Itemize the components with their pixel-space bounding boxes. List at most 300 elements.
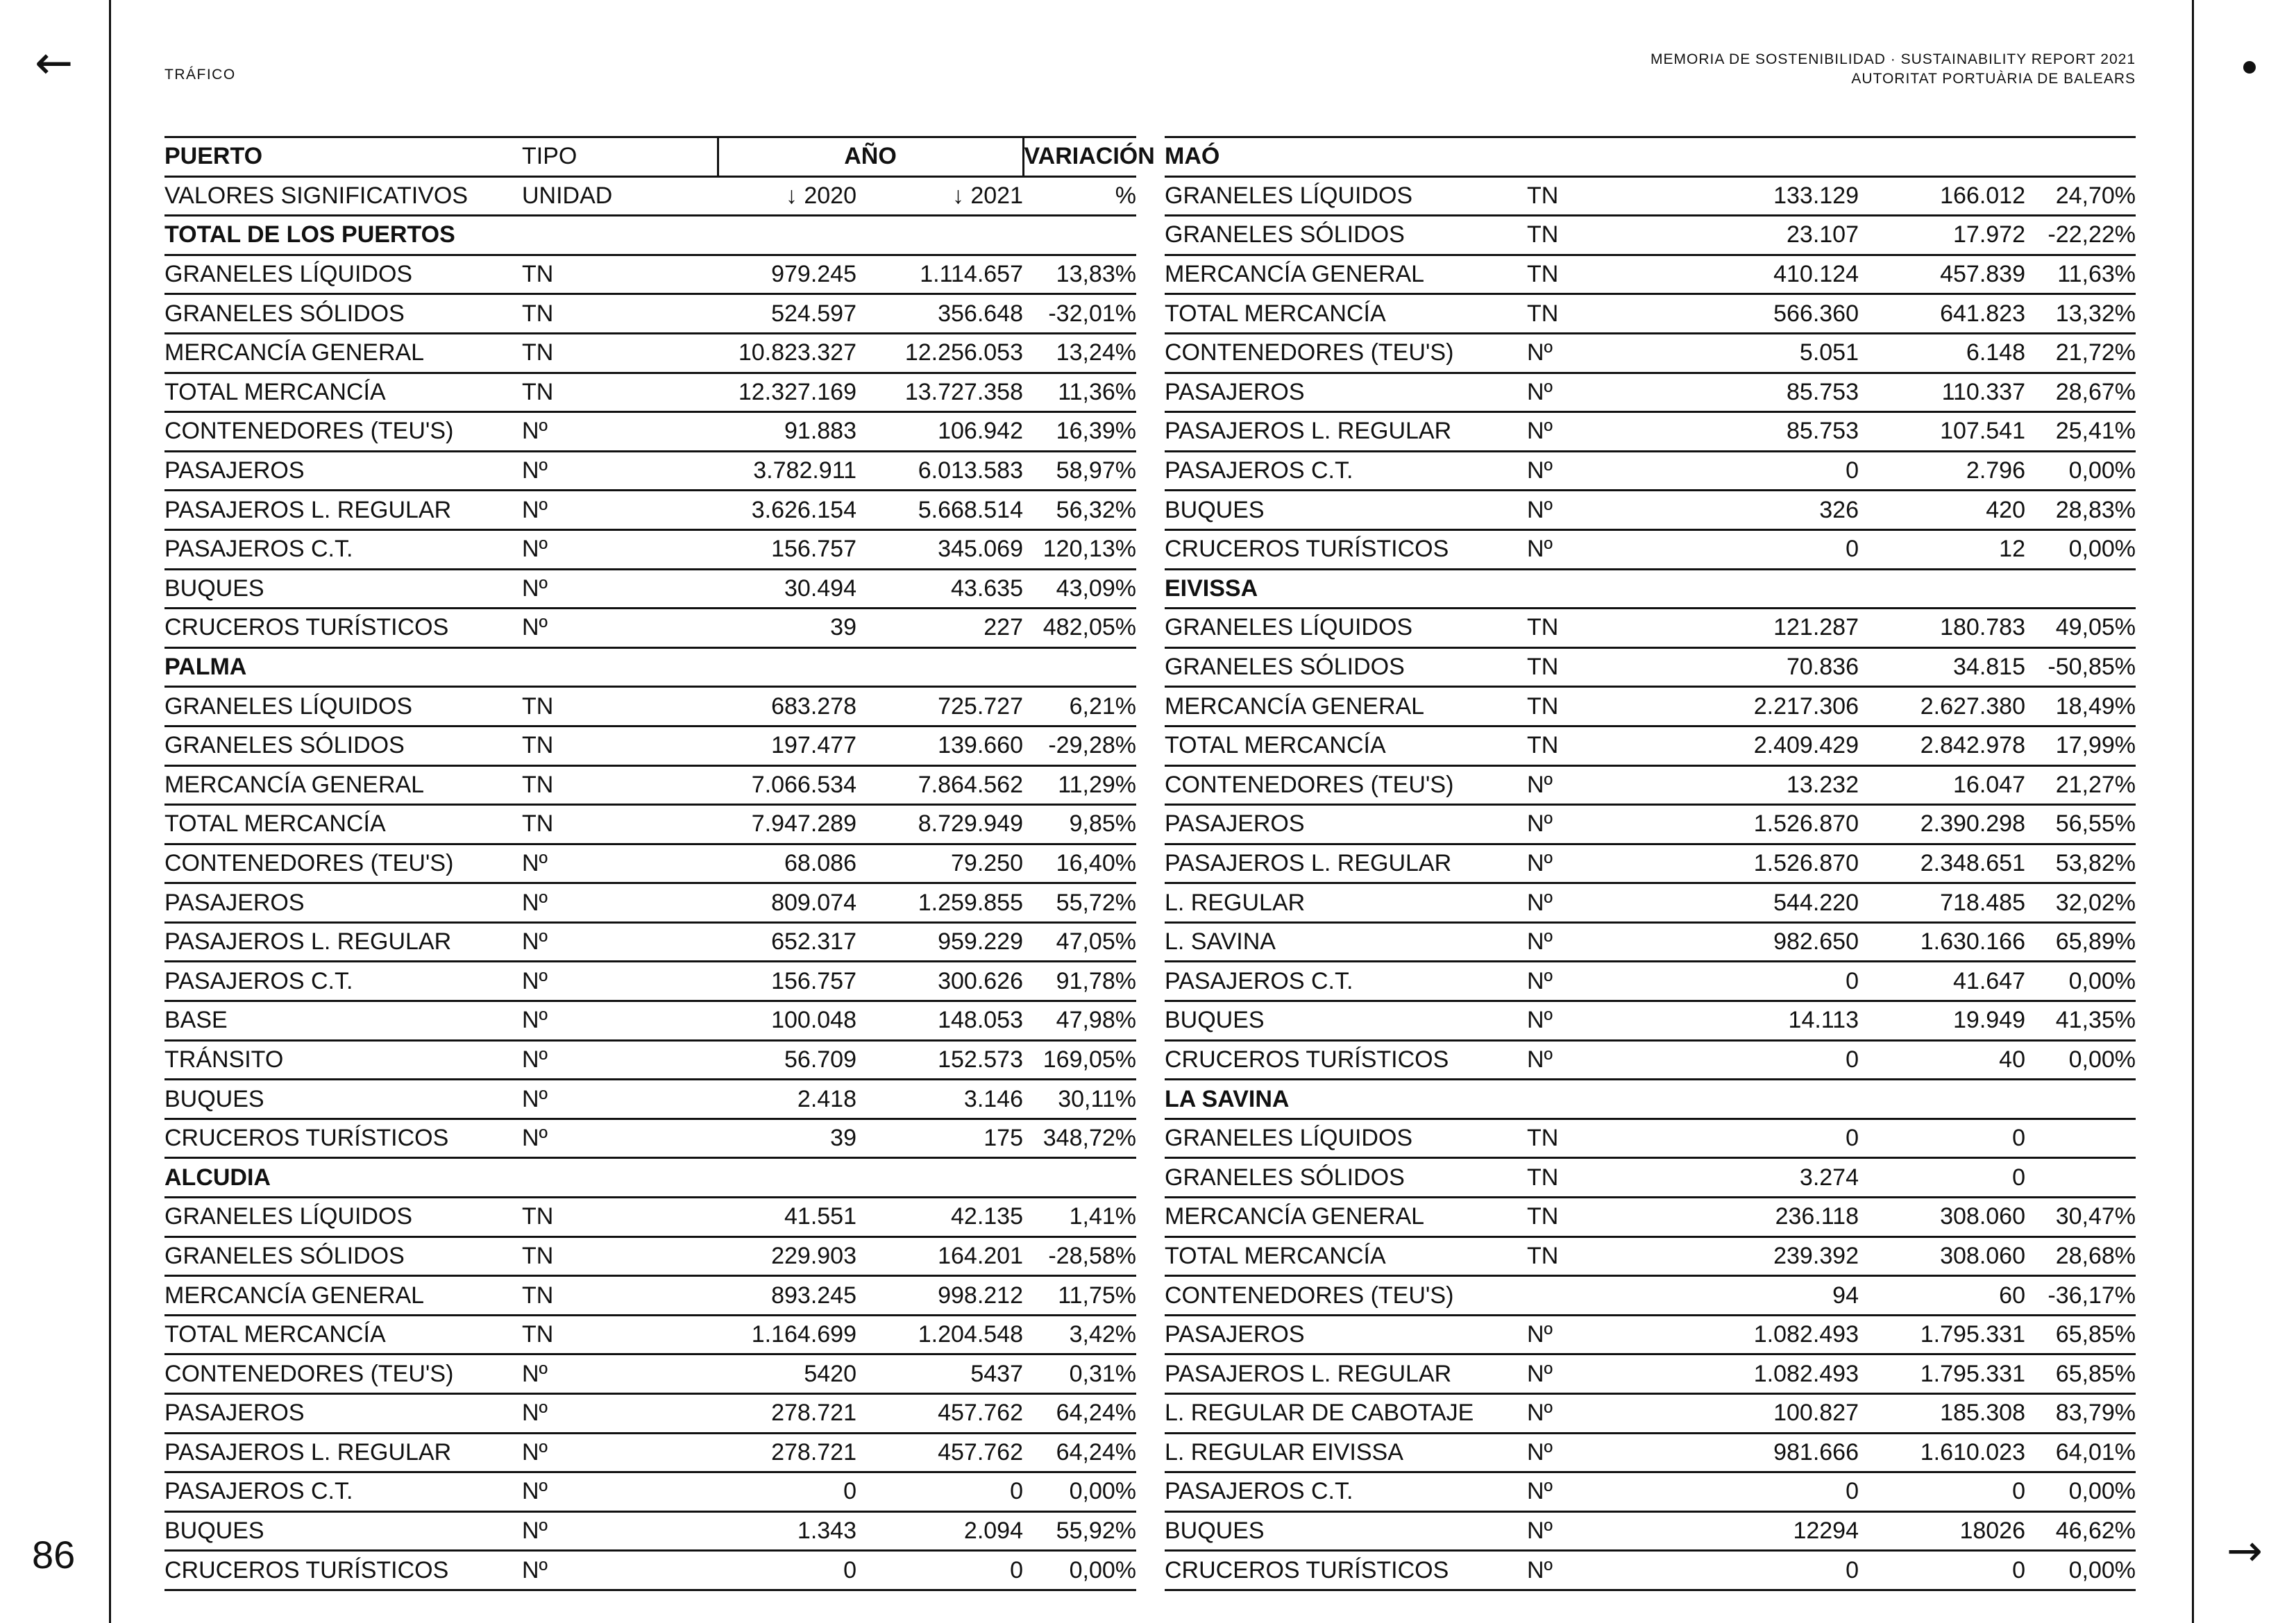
table-row — [1165, 726, 2136, 765]
row-variation: 0,00% — [1023, 1472, 1136, 1512]
row-variation: 0,00% — [2025, 1551, 2136, 1590]
row-variation: 0,00% — [2025, 1040, 2136, 1080]
row-label: CONTENEDORES (TEU'S) — [1165, 1276, 1527, 1316]
row-value-2020: 10.823.327 — [718, 333, 856, 373]
row-label: PASAJEROS L. REGULAR — [164, 1433, 522, 1472]
row-variation: 24,70% — [2025, 176, 2136, 216]
table-row — [1165, 1511, 2136, 1551]
table-row — [1165, 844, 2136, 883]
row-value-2021: 185.308 — [1859, 1394, 2025, 1434]
row-value-2021: 2.348.651 — [1859, 844, 2025, 883]
row-variation: 64,24% — [1023, 1394, 1136, 1434]
row-unit: Nº — [522, 491, 718, 530]
table-row — [164, 1551, 1136, 1590]
row-unit: TN — [1527, 294, 1691, 334]
section-title: LA SAVINA — [1165, 1080, 2136, 1119]
row-label: GRANELES LÍQUIDOS — [164, 687, 522, 726]
row-variation — [2025, 1119, 2136, 1158]
row-unit: Nº — [1527, 1001, 1691, 1041]
row-label: GRANELES LÍQUIDOS — [1165, 609, 1527, 648]
section-row — [1165, 569, 2136, 609]
table-row — [164, 1354, 1136, 1394]
row-label: L. REGULAR — [1165, 883, 1527, 923]
row-value-2020: 236.118 — [1691, 1198, 1859, 1237]
row-value-2021: 1.630.166 — [1859, 922, 2025, 962]
row-value-2021: 300.626 — [856, 962, 1023, 1001]
table-row — [1165, 1472, 2136, 1512]
table-row — [164, 1276, 1136, 1316]
row-value-2021: 42.135 — [856, 1198, 1023, 1237]
table-row — [164, 255, 1136, 294]
row-label: PASAJEROS C.T. — [164, 1472, 522, 1512]
row-label: GRANELES SÓLIDOS — [1165, 647, 1527, 687]
row-variation: 58,97% — [1023, 451, 1136, 491]
row-unit: TN — [1527, 216, 1691, 255]
row-label: GRANELES SÓLIDOS — [164, 726, 522, 765]
row-unit: TN — [1527, 1237, 1691, 1276]
back-arrow-icon[interactable]: ← — [35, 36, 74, 90]
row-label: CONTENEDORES (TEU'S) — [164, 1354, 522, 1394]
row-variation: -36,17% — [2025, 1276, 2136, 1316]
row-variation: 13,24% — [1023, 333, 1136, 373]
row-value-2020: 94 — [1691, 1276, 1859, 1316]
table-row — [1165, 373, 2136, 412]
table-row — [1165, 883, 2136, 923]
row-variation: 11,75% — [1023, 1276, 1136, 1316]
table-row — [164, 1394, 1136, 1434]
table-row — [164, 373, 1136, 412]
row-value-2020: 0 — [1691, 1040, 1859, 1080]
row-value-2020: 410.124 — [1691, 255, 1859, 294]
section-label: TRÁFICO — [164, 67, 236, 83]
row-value-2021: 41.647 — [1859, 962, 2025, 1001]
row-unit: Nº — [522, 883, 718, 923]
row-value-2020: 2.418 — [718, 1080, 856, 1119]
row-unit: TN — [522, 1237, 718, 1276]
row-label: BUQUES — [164, 1511, 522, 1551]
table-row — [164, 1472, 1136, 1512]
row-value-2020: 979.245 — [718, 255, 856, 294]
row-value-2020: 0 — [1691, 1119, 1859, 1158]
row-value-2020: 0 — [1691, 1551, 1859, 1590]
row-variation: 0,00% — [2025, 529, 2136, 569]
table-row — [164, 294, 1136, 334]
row-value-2021: 19.949 — [1859, 1001, 2025, 1041]
row-variation: 18,49% — [2025, 687, 2136, 726]
row-value-2020: 524.597 — [718, 294, 856, 334]
table-row — [1165, 1354, 2136, 1394]
row-value-2021: 152.573 — [856, 1040, 1023, 1080]
row-value-2020: 278.721 — [718, 1394, 856, 1434]
row-value-2020: 0 — [1691, 451, 1859, 491]
row-label: L. REGULAR EIVISSA — [1165, 1433, 1527, 1472]
row-variation: 16,40% — [1023, 844, 1136, 883]
row-value-2021: 180.783 — [1859, 609, 2025, 648]
row-value-2021: 2.390.298 — [1859, 805, 2025, 844]
table-row — [164, 765, 1136, 805]
row-unit: Nº — [522, 1119, 718, 1158]
row-value-2021: 1.795.331 — [1859, 1315, 2025, 1354]
row-unit: Nº — [522, 1394, 718, 1434]
row-label: BUQUES — [164, 1080, 522, 1119]
row-value-2021: 356.648 — [856, 294, 1023, 334]
row-unit: TN — [1527, 255, 1691, 294]
row-value-2020: 683.278 — [718, 687, 856, 726]
table-row — [1165, 255, 2136, 294]
next-arrow-icon[interactable]: → — [2227, 1525, 2263, 1576]
row-variation: 25,41% — [2025, 412, 2136, 452]
row-unit: Nº — [522, 569, 718, 609]
row-unit: Nº — [522, 1001, 718, 1041]
row-value-2020: 70.836 — [1691, 647, 1859, 687]
row-variation: 9,85% — [1023, 805, 1136, 844]
row-label: MERCANCÍA GENERAL — [164, 333, 522, 373]
row-unit: Nº — [1527, 451, 1691, 491]
row-unit: Nº — [522, 412, 718, 452]
row-value-2021: 0 — [1859, 1119, 2025, 1158]
row-label: TOTAL MERCANCÍA — [1165, 726, 1527, 765]
row-label: BUQUES — [1165, 491, 1527, 530]
row-unit: TN — [1527, 647, 1691, 687]
section-row — [164, 647, 1136, 687]
row-variation: 28,83% — [2025, 491, 2136, 530]
row-value-2021: 308.060 — [1859, 1237, 2025, 1276]
row-variation: 120,13% — [1023, 529, 1136, 569]
row-value-2020: 156.757 — [718, 529, 856, 569]
row-label: PASAJEROS C.T. — [1165, 1472, 1527, 1512]
table-row — [164, 922, 1136, 962]
row-unit: Nº — [522, 1433, 718, 1472]
row-unit: Nº — [1527, 373, 1691, 412]
row-variation: 65,85% — [2025, 1315, 2136, 1354]
row-variation: 13,83% — [1023, 255, 1136, 294]
row-value-2021: 0 — [856, 1472, 1023, 1512]
row-unit: Nº — [1527, 922, 1691, 962]
row-variation: 28,68% — [2025, 1237, 2136, 1276]
table-row — [1165, 412, 2136, 452]
row-variation: 21,72% — [2025, 333, 2136, 373]
row-value-2021: 8.729.949 — [856, 805, 1023, 844]
row-unit: TN — [1527, 687, 1691, 726]
row-label: BUQUES — [164, 569, 522, 609]
row-value-2021: 139.660 — [856, 726, 1023, 765]
table-row — [1165, 1001, 2136, 1041]
table-row — [164, 1080, 1136, 1119]
row-variation: 47,05% — [1023, 922, 1136, 962]
col-header-puerto: PUERTO — [164, 137, 522, 177]
row-value-2020: 100.048 — [718, 1001, 856, 1041]
col-header-ano: AÑO — [718, 137, 1023, 177]
row-value-2021: 725.727 — [856, 687, 1023, 726]
row-label: CRUCEROS TURÍSTICOS — [1165, 1551, 1527, 1590]
row-unit: TN — [1527, 1119, 1691, 1158]
col-header-tipo: TIPO — [522, 137, 718, 177]
row-value-2021: 227 — [856, 609, 1023, 648]
row-label: TOTAL MERCANCÍA — [1165, 1237, 1527, 1276]
row-variation: 348,72% — [1023, 1119, 1136, 1158]
row-unit: TN — [522, 726, 718, 765]
table-row — [164, 883, 1136, 923]
row-value-2020: 0 — [718, 1472, 856, 1512]
row-unit: Nº — [1527, 1315, 1691, 1354]
row-value-2020: 30.494 — [718, 569, 856, 609]
left-margin-rule — [109, 0, 111, 1623]
table-row — [164, 333, 1136, 373]
row-variation: 55,92% — [1023, 1511, 1136, 1551]
table-row — [1165, 491, 2136, 530]
row-value-2020: 68.086 — [718, 844, 856, 883]
row-value-2021: 5.668.514 — [856, 491, 1023, 530]
row-value-2021: 34.815 — [1859, 647, 2025, 687]
row-value-2020: 1.343 — [718, 1511, 856, 1551]
row-value-2020: 39 — [718, 1119, 856, 1158]
row-variation: 32,02% — [2025, 883, 2136, 923]
table-row — [1165, 1276, 2136, 1316]
row-variation: 41,35% — [2025, 1001, 2136, 1041]
row-variation: 83,79% — [2025, 1394, 2136, 1434]
row-value-2021: 718.485 — [1859, 883, 2025, 923]
section-row — [164, 216, 1136, 255]
row-label: PASAJEROS C.T. — [164, 962, 522, 1001]
section-row — [1165, 137, 2136, 177]
row-value-2020: 893.245 — [718, 1276, 856, 1316]
row-value-2020: 3.626.154 — [718, 491, 856, 530]
row-label: MERCANCÍA GENERAL — [1165, 1198, 1527, 1237]
table-header-row — [164, 137, 1136, 177]
table-row — [164, 569, 1136, 609]
row-unit: Nº — [1527, 805, 1691, 844]
row-unit: TN — [1527, 176, 1691, 216]
row-label: PASAJEROS L. REGULAR — [164, 922, 522, 962]
table-row — [164, 1237, 1136, 1276]
table-row — [1165, 922, 2136, 962]
row-value-2021: 457.762 — [856, 1394, 1023, 1434]
row-label: TOTAL MERCANCÍA — [1165, 294, 1527, 334]
row-variation: 46,62% — [2025, 1511, 2136, 1551]
row-variation: 64,24% — [1023, 1433, 1136, 1472]
row-value-2020: 5.051 — [1691, 333, 1859, 373]
table-row — [164, 962, 1136, 1001]
row-variation: 55,72% — [1023, 883, 1136, 923]
row-value-2020: 85.753 — [1691, 412, 1859, 452]
table-row — [164, 726, 1136, 765]
row-label: PASAJEROS L. REGULAR — [164, 491, 522, 530]
row-value-2020: 56.709 — [718, 1040, 856, 1080]
table-row — [1165, 333, 2136, 373]
row-label: BASE — [164, 1001, 522, 1041]
row-variation: 6,21% — [1023, 687, 1136, 726]
row-label: PASAJEROS — [164, 451, 522, 491]
row-value-2021: 17.972 — [1859, 216, 2025, 255]
row-value-2020: 981.666 — [1691, 1433, 1859, 1472]
table-row — [1165, 1315, 2136, 1354]
row-unit: TN — [522, 294, 718, 334]
row-value-2020: 1.526.870 — [1691, 844, 1859, 883]
row-unit: TN — [522, 333, 718, 373]
row-value-2021: 18026 — [1859, 1511, 2025, 1551]
row-variation: 56,32% — [1023, 491, 1136, 530]
row-label: GRANELES SÓLIDOS — [1165, 216, 1527, 255]
row-value-2021: 0 — [856, 1551, 1023, 1590]
row-variation: -22,22% — [2025, 216, 2136, 255]
row-variation: 11,63% — [2025, 255, 2136, 294]
row-unit: TN — [522, 687, 718, 726]
table-row — [1165, 451, 2136, 491]
table-row — [1165, 529, 2136, 569]
row-label: GRANELES LÍQUIDOS — [1165, 176, 1527, 216]
row-value-2020: 85.753 — [1691, 373, 1859, 412]
row-value-2020: 12294 — [1691, 1511, 1859, 1551]
subheader-2020: ↓ 2020 — [718, 176, 856, 216]
row-variation: 56,55% — [2025, 805, 2136, 844]
row-label: TOTAL MERCANCÍA — [164, 805, 522, 844]
row-value-2021: 345.069 — [856, 529, 1023, 569]
row-value-2020: 41.551 — [718, 1198, 856, 1237]
row-unit: Nº — [522, 1354, 718, 1394]
row-variation: 30,11% — [1023, 1080, 1136, 1119]
row-unit: TN — [522, 1276, 718, 1316]
row-variation: 11,29% — [1023, 765, 1136, 805]
table-row — [164, 529, 1136, 569]
row-variation: 16,39% — [1023, 412, 1136, 452]
section-title: PALMA — [164, 647, 1136, 687]
row-unit: Nº — [1527, 1394, 1691, 1434]
row-value-2021: 998.212 — [856, 1276, 1023, 1316]
table-row — [164, 451, 1136, 491]
row-variation: 0,00% — [2025, 1472, 2136, 1512]
row-label: L. REGULAR DE CABOTAJE — [1165, 1394, 1527, 1434]
table-row — [164, 491, 1136, 530]
row-value-2021: 5437 — [856, 1354, 1023, 1394]
row-label: BUQUES — [1165, 1001, 1527, 1041]
row-label: PASAJEROS — [164, 883, 522, 923]
row-value-2020: 7.947.289 — [718, 805, 856, 844]
row-value-2021: 60 — [1859, 1276, 2025, 1316]
row-label: CONTENEDORES (TEU'S) — [1165, 765, 1527, 805]
row-value-2020: 239.392 — [1691, 1237, 1859, 1276]
table-row — [1165, 687, 2136, 726]
row-value-2020: 23.107 — [1691, 216, 1859, 255]
row-variation: 3,42% — [1023, 1315, 1136, 1354]
row-label: TOTAL MERCANCÍA — [164, 1315, 522, 1354]
row-unit: Nº — [1527, 962, 1691, 1001]
row-variation: 64,01% — [2025, 1433, 2136, 1472]
row-unit: Nº — [1527, 412, 1691, 452]
row-label: PASAJEROS — [1165, 1315, 1527, 1354]
table-row — [1165, 805, 2136, 844]
row-label: PASAJEROS L. REGULAR — [1165, 412, 1527, 452]
row-value-2021: 457.762 — [856, 1433, 1023, 1472]
row-unit: Nº — [1527, 1040, 1691, 1080]
section-title: TOTAL DE LOS PUERTOS — [164, 216, 1136, 255]
row-label: PASAJEROS L. REGULAR — [1165, 844, 1527, 883]
row-value-2020: 1.082.493 — [1691, 1354, 1859, 1394]
row-unit: Nº — [1527, 1551, 1691, 1590]
row-value-2021: 13.727.358 — [856, 373, 1023, 412]
row-value-2020: 982.650 — [1691, 922, 1859, 962]
row-unit: TN — [1527, 1158, 1691, 1198]
row-value-2020: 0 — [1691, 1472, 1859, 1512]
right-margin-rule — [2192, 0, 2194, 1623]
row-value-2021: 3.146 — [856, 1080, 1023, 1119]
table-row — [1165, 176, 2136, 216]
row-unit: Nº — [522, 922, 718, 962]
section-row — [1165, 1080, 2136, 1119]
row-variation: 1,41% — [1023, 1198, 1136, 1237]
row-label: GRANELES LÍQUIDOS — [1165, 1119, 1527, 1158]
table-row — [164, 412, 1136, 452]
row-label: CONTENEDORES (TEU'S) — [164, 844, 522, 883]
row-value-2021: 175 — [856, 1119, 1023, 1158]
row-value-2020: 544.220 — [1691, 883, 1859, 923]
row-value-2021: 959.229 — [856, 922, 1023, 962]
row-value-2021: 12.256.053 — [856, 333, 1023, 373]
row-value-2021: 1.204.548 — [856, 1315, 1023, 1354]
row-label: PASAJEROS C.T. — [164, 529, 522, 569]
row-value-2020: 326 — [1691, 491, 1859, 530]
row-value-2021: 16.047 — [1859, 765, 2025, 805]
row-unit: Nº — [522, 609, 718, 648]
row-value-2020: 278.721 — [718, 1433, 856, 1472]
table-row — [164, 805, 1136, 844]
table-row — [164, 1511, 1136, 1551]
subheader-valores: VALORES SIGNIFICATIVOS — [164, 176, 522, 216]
row-value-2020: 3.782.911 — [718, 451, 856, 491]
row-unit: Nº — [522, 1511, 718, 1551]
row-value-2020: 809.074 — [718, 883, 856, 923]
row-value-2021: 7.864.562 — [856, 765, 1023, 805]
table-row — [1165, 609, 2136, 648]
row-label: CRUCEROS TURÍSTICOS — [164, 1119, 522, 1158]
row-unit: TN — [522, 1198, 718, 1237]
row-value-2020: 133.129 — [1691, 176, 1859, 216]
row-value-2020: 12.327.169 — [718, 373, 856, 412]
row-value-2020: 39 — [718, 609, 856, 648]
row-value-2020: 197.477 — [718, 726, 856, 765]
row-unit: TN — [522, 1315, 718, 1354]
row-unit: Nº — [1527, 844, 1691, 883]
row-variation: 53,82% — [2025, 844, 2136, 883]
row-unit: Nº — [1527, 1354, 1691, 1394]
row-unit: Nº — [522, 1040, 718, 1080]
row-value-2021: 308.060 — [1859, 1198, 2025, 1237]
row-value-2021: 40 — [1859, 1040, 2025, 1080]
row-unit: Nº — [522, 1472, 718, 1512]
row-value-2020: 14.113 — [1691, 1001, 1859, 1041]
row-variation: 65,85% — [2025, 1354, 2136, 1394]
row-value-2020: 5420 — [718, 1354, 856, 1394]
row-value-2021: 106.942 — [856, 412, 1023, 452]
row-variation: 28,67% — [2025, 373, 2136, 412]
row-variation: 0,00% — [1023, 1551, 1136, 1590]
row-variation: -32,01% — [1023, 294, 1136, 334]
row-value-2021: 6.148 — [1859, 333, 2025, 373]
row-variation: 47,98% — [1023, 1001, 1136, 1041]
page-number: 86 — [32, 1533, 76, 1577]
row-value-2021: 166.012 — [1859, 176, 2025, 216]
table-row — [1165, 1551, 2136, 1590]
row-variation: -28,58% — [1023, 1237, 1136, 1276]
report-title: MEMORIA DE SOSTENIBILIDAD · SUSTAINABILITY REPORT 2021 — [1651, 51, 2136, 67]
row-unit: Nº — [1527, 491, 1691, 530]
row-value-2021: 148.053 — [856, 1001, 1023, 1041]
row-value-2021: 0 — [1859, 1551, 2025, 1590]
row-label: CRUCEROS TURÍSTICOS — [1165, 529, 1527, 569]
row-variation — [2025, 1158, 2136, 1198]
row-label: PASAJEROS L. REGULAR — [1165, 1354, 1527, 1394]
row-unit: Nº — [522, 844, 718, 883]
row-value-2021: 1.795.331 — [1859, 1354, 2025, 1394]
